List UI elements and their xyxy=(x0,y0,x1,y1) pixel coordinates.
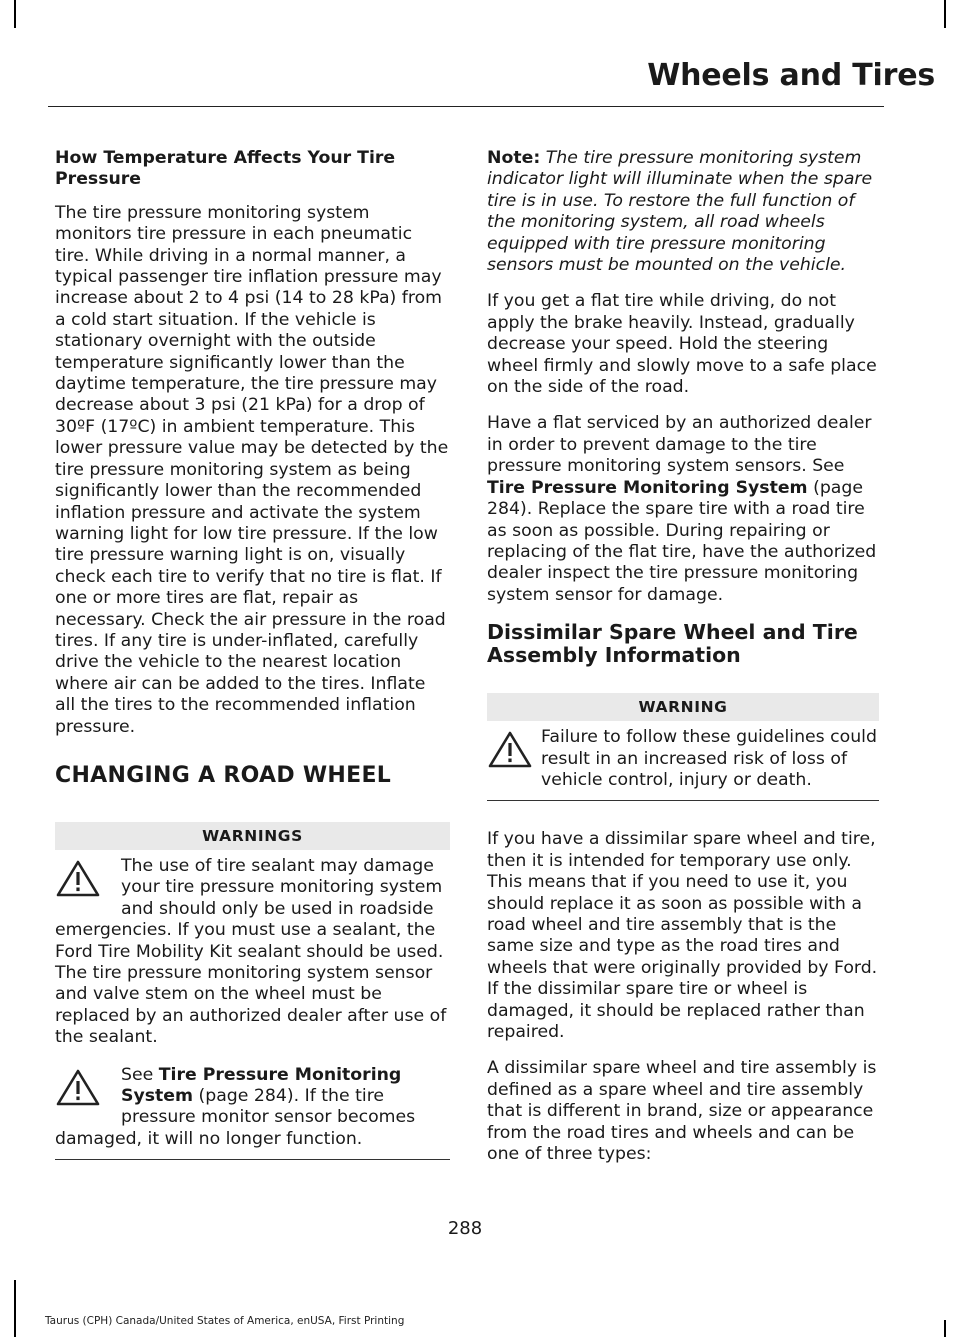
warning-block xyxy=(487,693,879,801)
crop-mark-top-right xyxy=(944,0,946,28)
page-number: 288 xyxy=(447,1218,483,1239)
crop-mark-bottom-right xyxy=(944,1320,946,1337)
warning-triangle-icon xyxy=(487,727,541,773)
footer-text: Taurus (CPH) Canada/United States of America, enUSA, First Printing xyxy=(45,1315,405,1327)
note-label: Note: xyxy=(487,148,541,168)
tpms-cross-reference-link[interactable]: Tire Pressure Monitoring System xyxy=(121,1064,402,1107)
warning-triangle-icon xyxy=(55,856,121,902)
note-text: The tire pressure monitoring system indicator light will illuminate when the spare tire is in use. To restore the full function of the monitoring system, all road wheels equipped with tire pressure monitoring sensors must be mounted on the vehicle. xyxy=(487,148,873,276)
warning-triangle-icon xyxy=(55,1065,121,1111)
warnings-header: WARNINGS xyxy=(55,822,450,850)
crop-mark-top-left xyxy=(14,0,16,28)
warning-header: WARNING xyxy=(487,693,879,721)
tpms-cross-reference-link[interactable]: Tire Pressure Monitoring System xyxy=(487,477,808,498)
service-text-prefix: Have a flat serviced by an authorized dealer in order to prevent damage to the tire pressure monitoring system sensors. See xyxy=(487,413,872,477)
warning-text: The use of tire sealant may damage your tire pressure monitoring system and should only be used in roadside emergencies. If you must use a sealant, the Ford Tire Mobility Kit sealant should be used. The tire pressure monitoring system sensor and valve stem on the wheel must be replaced by an authorized dealer after use of the sealant. xyxy=(55,855,447,1048)
page-header-title: Wheels and Tires xyxy=(647,58,935,93)
warnings-block xyxy=(55,822,450,1160)
warning-item xyxy=(55,856,450,1049)
dissimilar-paragraph-1: If you have a dissimilar spare wheel and tire, then it is intended for temporary use only. This means that if you need to use it, you should replace it as soon as possible with a road wheel and tire assembly that is the same size and type as the road tires and wheels that were originally provided by Ford. If the dissimilar spare tire or wheel is damaged, it should be replaced rather than repaired. xyxy=(487,829,878,1042)
dissimilar-spare-heading: Dissimilar Spare Wheel and Tire Assembly Information xyxy=(487,620,858,668)
service-paragraph xyxy=(487,413,879,606)
warning-item xyxy=(487,727,879,791)
warning-rule xyxy=(487,800,879,801)
temperature-heading: How Temperature Affects Your Tire Pressure xyxy=(55,148,396,190)
warnings-rule xyxy=(55,1159,450,1160)
section-heading: CHANGING A ROAD WHEEL xyxy=(55,762,392,788)
warning-text: Failure to follow these guidelines could result in an increased risk of loss of vehicle control, injury or death. xyxy=(541,727,877,790)
warning-text-prefix: See xyxy=(121,1064,159,1085)
header-rule xyxy=(48,106,884,107)
temperature-paragraph: The tire pressure monitoring system monitors tire pressure in each pneumatic tire. While driving in a normal manner, a typical passenger tire inflation pressure may increase about 2 to 4 psi (14 to 28 kPa) from a cold start situation. If the vehicle is stationary overnight with the outside temperature significantly lower than the daytime temperature, the tire pressure may decrease about 3 psi (21 kPa) for a drop of 30ºF (17ºC) in ambient temperature. This lower pressure value may be detected by the tire pressure monitoring system as being significantly lower than the recommended inflation pressure and activate the system warning light for low tire pressure. If the low tire pressure warning light is on, visually check each tire to verify that no tire is flat. If one or more tires are flat, repair as necessary. Check the air pressure in the road tires. If any tire is under-inflated, carefully drive the vehicle to the nearest location where air can be added to the tires. Inflate all the tires to the recommended inflation pressure. xyxy=(55,202,449,737)
left-column xyxy=(55,148,450,1160)
right-column xyxy=(487,148,879,1180)
crop-mark-bottom-left xyxy=(14,1280,16,1337)
dissimilar-paragraph-2: A dissimilar spare wheel and tire assembly is defined as a spare wheel and tire assembly that is different in brand, size or appearance from the road tires and wheels and can be one of three types: xyxy=(487,1058,877,1165)
note-paragraph xyxy=(487,148,879,276)
flat-tire-paragraph: If you get a flat tire while driving, do not apply the brake heavily. Instead, gradually decrease your speed. Hold the steering wheel firmly and slowly move to a safe place on the side of the road. xyxy=(487,291,877,398)
service-text-suffix: (page 284). Replace the spare tire with a road tire as soon as possible. During repairing or replacing of the flat tire, have the authorized dealer inspect the tire pressure monitoring system sensor for damage. xyxy=(487,477,877,605)
warning-item xyxy=(55,1065,450,1151)
warning-text-suffix: (page 284). If the tire pressure monitor sensor becomes damaged, it will no longer function. xyxy=(55,1086,416,1149)
